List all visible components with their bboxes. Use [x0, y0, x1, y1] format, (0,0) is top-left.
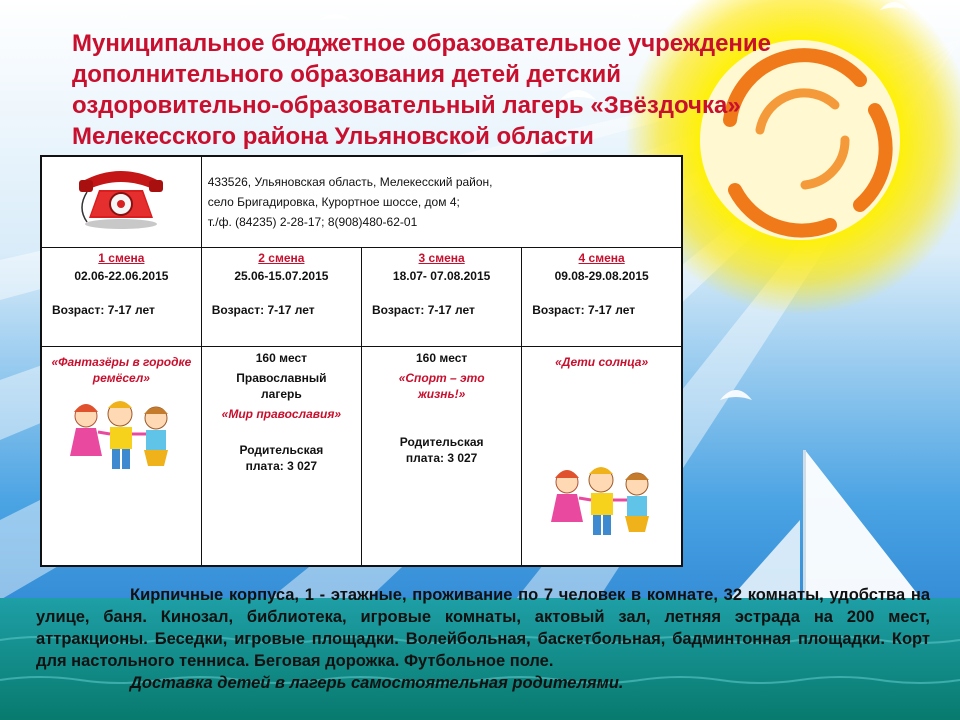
- shift-name: 4 смена: [578, 251, 625, 265]
- title-line: оздоровительно-образовательный лагерь «Звёздочка»: [72, 92, 741, 119]
- program-theme: «Спорт – это жизнь!»: [398, 371, 485, 401]
- program-theme: «Мир православия»: [221, 407, 342, 421]
- address-line: село Бригадировка, Курортное шоссе, дом 4;: [207, 195, 460, 209]
- shift-name: 3 смена: [418, 251, 465, 265]
- shift-dates: 09.08-29.08.2015: [554, 269, 649, 283]
- shift-age: Возраст: 7-17 лет: [532, 303, 636, 317]
- shift-dates: 25.06-15.07.2015: [234, 269, 329, 283]
- program-places: 160 мест: [415, 351, 468, 365]
- contact-row: [41, 156, 682, 248]
- program-places: 160 мест: [255, 351, 308, 365]
- program-fee: Родительская плата: 3 027: [239, 443, 324, 473]
- program-theme: «Дети солнца»: [555, 355, 649, 369]
- facilities-description: [36, 584, 930, 694]
- program-cell: [522, 347, 682, 567]
- program-fee: Родительская плата: 3 027: [399, 435, 484, 465]
- shift-name: 2 смена: [258, 251, 305, 265]
- program-cell: [201, 347, 361, 567]
- title-line: дополнительного образования детей детский: [72, 61, 622, 88]
- shift-age: Возраст: 7-17 лет: [52, 303, 155, 317]
- telephone-icon: [71, 160, 171, 232]
- program-theme: «Фантазёры в городке ремёсел»: [51, 355, 192, 385]
- shift-cell: [522, 248, 682, 347]
- programs-row: [41, 347, 682, 567]
- shift-cell: [201, 248, 361, 347]
- children-illustration: [58, 396, 184, 482]
- camp-info-table: [40, 155, 683, 567]
- shift-dates: 18.07- 07.08.2015: [392, 269, 491, 283]
- program-cell: [41, 347, 201, 567]
- address-line: 433526, Ульяновская область, Мелекесский район,: [207, 175, 493, 189]
- shift-dates: 02.06-22.06.2015: [74, 269, 169, 283]
- shift-age: Возраст: 7-17 лет: [211, 303, 315, 317]
- shift-age: Возраст: 7-17 лет: [372, 303, 475, 317]
- title-line: Муниципальное бюджетное образовательное учреждение: [72, 30, 772, 57]
- phone-cell: [41, 156, 201, 248]
- shift-name: 1 смена: [98, 251, 145, 265]
- shifts-row: [41, 248, 682, 347]
- page-title: [72, 28, 872, 152]
- title-line: Мелекесского района Ульяновской области: [72, 123, 594, 150]
- phone-line: т./ф. (84235) 2-28-17; 8(908)480-62-01: [207, 215, 418, 229]
- shift-cell: [362, 248, 522, 347]
- facilities-text: Кирпичные корпуса, 1 - этажные, проживание по 7 человек в комнате, 32 комнаты, удобства на улице, баня. Кинозал, библиотека, игровые комнаты, актовый зал, летняя эстрада на 200 мест, аттракционы. Беседки, игровые площадки. Волейбольная, баскетбольная, бадминтонная площадки. Корт для настольного тенниса. Беговая дорожка. Футбольное поле.: [36, 586, 930, 670]
- transport-note: Доставка детей в лагерь самостоятельная родителями.: [130, 674, 624, 692]
- shift-cell: [41, 248, 201, 347]
- children-illustration: [539, 462, 665, 548]
- contact-address: [201, 156, 682, 248]
- program-cell: [362, 347, 522, 567]
- program-camp-type: Православный лагерь: [236, 371, 327, 401]
